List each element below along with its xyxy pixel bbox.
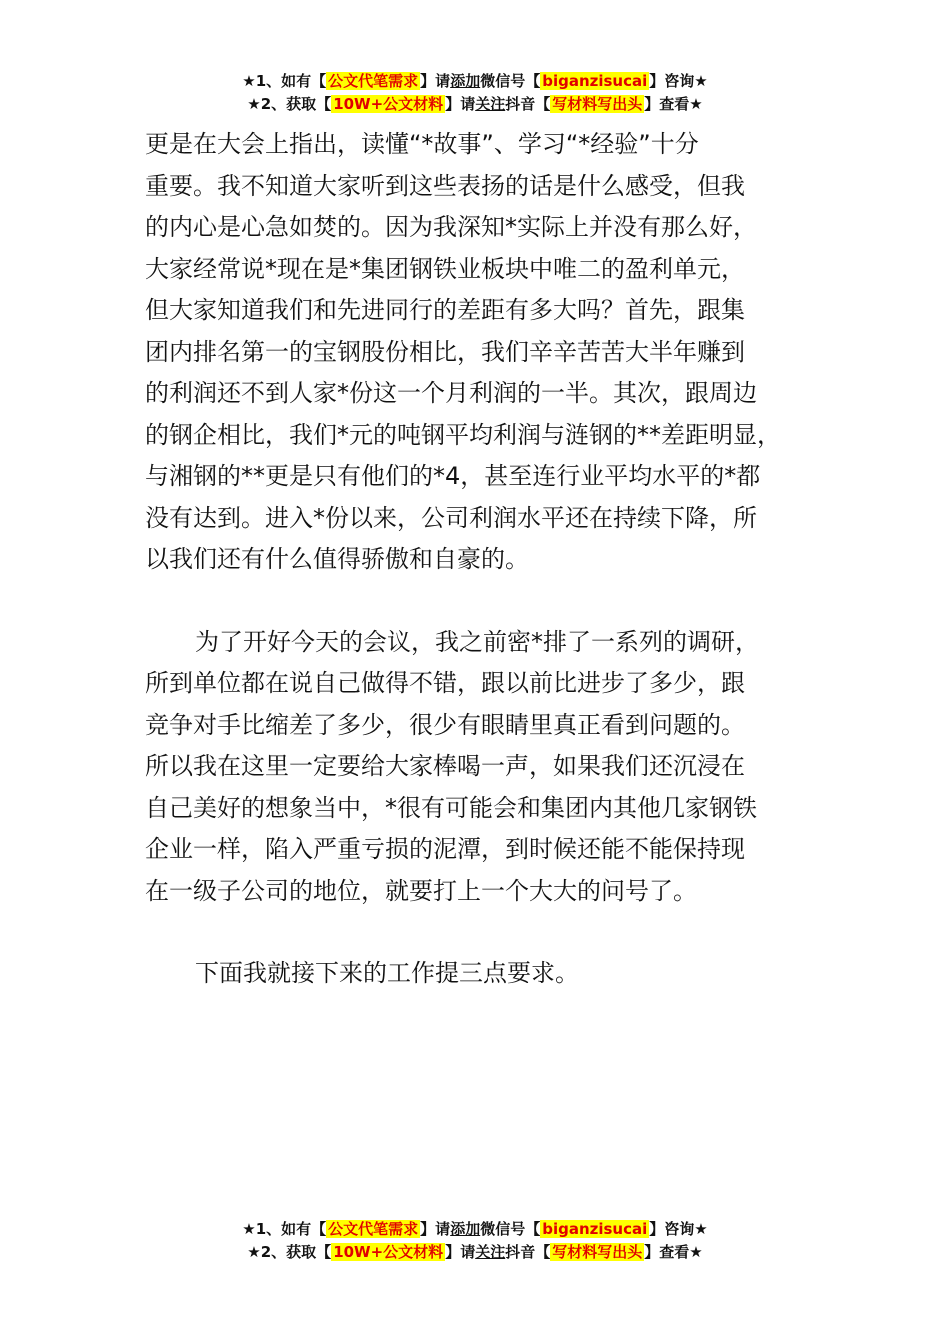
text-line: 在一级子公司的地位，就要打上一个大大的问号了。: [145, 876, 697, 905]
text-line: 的利润还不到人家*份这一个月利润的一半。其次，跟周边: [145, 379, 757, 407]
banner-text: 】请: [445, 95, 476, 113]
paragraph-spacer: [145, 912, 835, 953]
banner-text: 】请: [445, 1243, 476, 1261]
banner-text: 】查看★: [644, 1243, 703, 1261]
banner-line-2: [0, 1241, 950, 1264]
banner-text: 抖音【: [505, 1243, 551, 1261]
banner-text: ★1、如有【: [242, 72, 327, 90]
text-line: 为了开好今天的会议，我之前密*排了一系列的调研，: [195, 627, 759, 656]
text-line: 竞争对手比缩差了多少，很少有眼睛里真正看到问题的。: [145, 710, 745, 739]
paragraph-1: [145, 124, 835, 581]
paragraph-spacer: [145, 581, 835, 622]
banner-text: 】请: [420, 72, 451, 90]
banner-underline-text: 添加: [450, 1220, 481, 1238]
banner-text: 】咨询★: [649, 72, 708, 90]
text-line: 的内心是心急如焚的。因为我深知*实际上并没有那么好，: [145, 213, 757, 241]
paragraph-2: [145, 622, 835, 913]
banner-line-1: [0, 70, 950, 93]
text-line: 与湘钢的**更是只有他们的*4，甚至连行业平均水平的*都: [145, 462, 761, 490]
banner-underline-text: 添加: [450, 72, 481, 90]
text-line: 下面我就接下来的工作提三点要求。: [195, 959, 579, 987]
text-line: 自己美好的想象当中，*很有可能会和集团内其他几家钢铁: [145, 793, 757, 822]
banner-underline-text: 关注: [475, 1243, 506, 1261]
document-body: [145, 124, 835, 995]
text-line: 所到单位都在说自己做得不错，跟以前比进步了多少，跟: [145, 669, 745, 697]
banner-text: ★1、如有【: [242, 1220, 327, 1238]
text-line: 但大家知道我们和先进同行的差距有多大吗？首先，跟集: [145, 296, 745, 324]
text-line: 更是在大会上指出，读懂“*故事”、学习“*经验”十分: [145, 130, 699, 158]
text-line: 以我们还有什么值得骄傲和自豪的。: [145, 545, 529, 573]
banner-text: 抖音【: [505, 95, 551, 113]
banner-line-2: [0, 93, 950, 116]
text-line: 大家经常说*现在是*集团钢铁业板块中唯二的盈利单元，: [145, 254, 745, 283]
text-line: 重要。我不知道大家听到这些表扬的话是什么感受，但我: [145, 171, 745, 200]
highlight-douyin-account: 写材料写出头: [552, 95, 643, 113]
highlight-douyin-account: 写材料写出头: [552, 1243, 643, 1261]
footer-banner: [0, 1218, 950, 1264]
text-line: 的钢企相比，我们*元的吨钢平均利润与涟钢的**差距明显，: [145, 420, 781, 449]
highlight-materials: 10W+公文材料: [333, 1243, 444, 1261]
banner-text: ★2、获取【: [247, 1243, 332, 1261]
banner-line-1: [0, 1218, 950, 1241]
banner-text: ★2、获取【: [247, 95, 332, 113]
highlight-wechat-id: biganzisucai: [542, 72, 648, 90]
text-line: 所以我在这里一定要给大家棒喝一声，如果我们还沉浸在: [145, 752, 745, 780]
banner-text: 微信号【: [480, 1220, 541, 1238]
highlight-wechat-id: biganzisucai: [542, 1220, 648, 1238]
text-line: 没有达到。进入*份以来，公司利润水平还在持续下降，所: [145, 503, 757, 532]
highlight-ghostwriting: 公文代笔需求: [328, 72, 419, 90]
banner-underline-text: 关注: [475, 95, 506, 113]
banner-text: 】查看★: [644, 95, 703, 113]
header-banner: [0, 70, 950, 116]
highlight-materials: 10W+公文材料: [333, 95, 444, 113]
banner-text: 】请: [420, 1220, 451, 1238]
highlight-ghostwriting: 公文代笔需求: [328, 1220, 419, 1238]
banner-text: 】咨询★: [649, 1220, 708, 1238]
text-line: 企业一样，陷入严重亏损的泥潭，到时候还能不能保持现: [145, 835, 745, 863]
text-line: 团内排名第一的宝钢股份相比，我们辛辛苦苦大半年赚到: [145, 337, 745, 366]
banner-text: 微信号【: [480, 72, 541, 90]
paragraph-3: [145, 953, 835, 995]
